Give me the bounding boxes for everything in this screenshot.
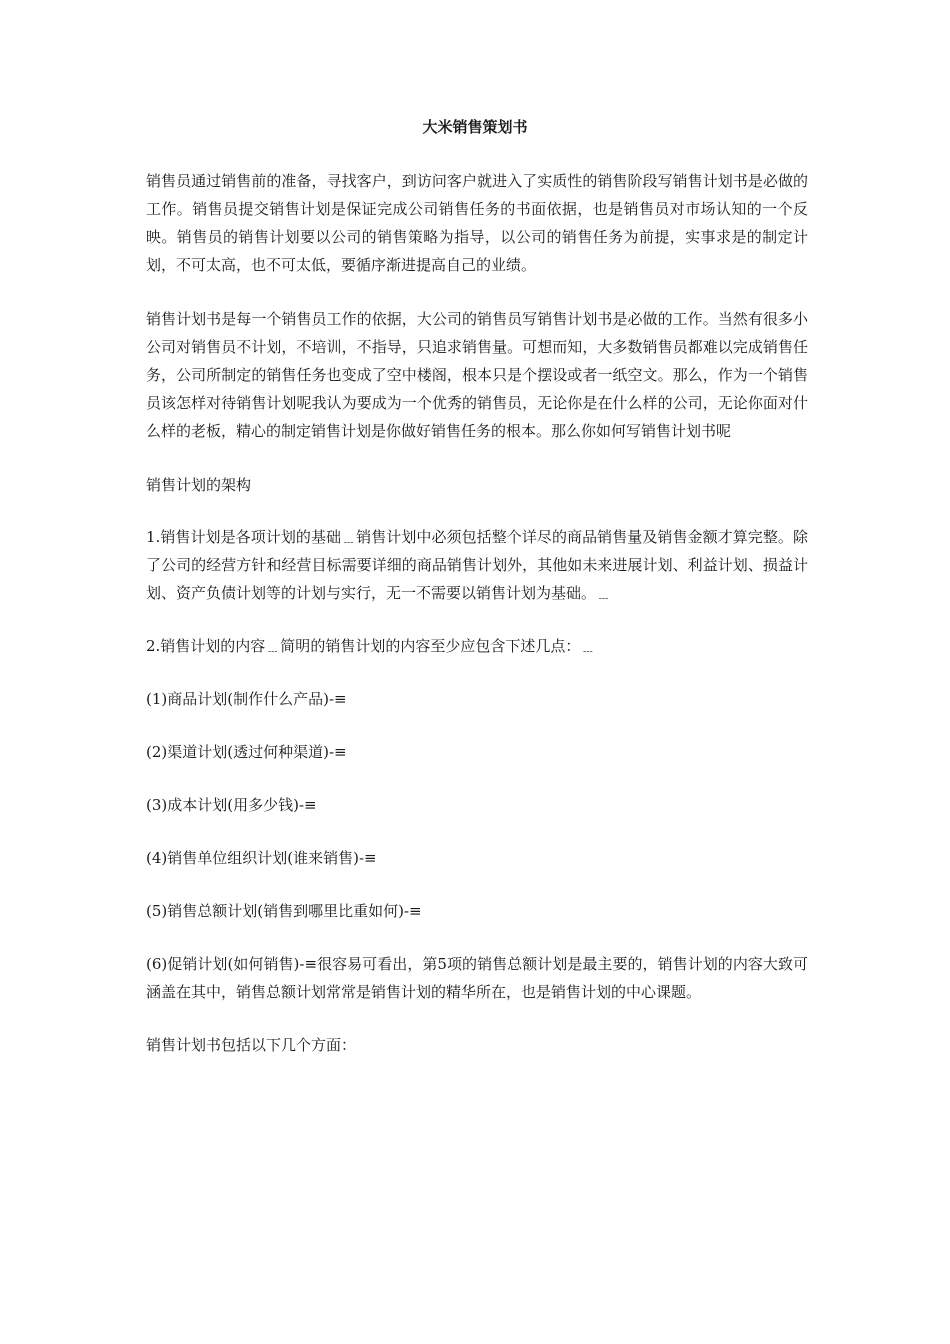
paragraph-item-1: 1.销售计划是各项计划的基础﹍销售计划中必须包括整个详尽的商品销售量及销售金额才算完整。除了公司的经营方针和经营目标需要详细的商品销售计划外，其他如未来进展计划、利益计划、损益计划、资产负债计划等的计划与实行，无一不需要以销售计划为基础。﹍ <box>146 528 808 602</box>
document-body <box>146 167 808 1059</box>
paragraph-intro: 销售员通过销售前的准备，寻找客户，到访问客户就进入了实质性的销售阶段写销售计划书是必做的工作。销售员提交销售计划是保证完成公司销售任务的书面依据，也是销售员对市场认知的一个反映。销售员的销售计划要以公司的销售策略为指导，以公司的销售任务为前提，实事求是的制定计划，不可太高，也不可太低，要循序渐进提高自己的业绩。 <box>146 172 808 274</box>
list-item-promotion-plan: (6)促销计划(如何销售)-≡很容易可看出，第5项的销售总额计划是最主要的，销售计划的内容大致可涵盖在其中，销售总额计划常常是销售计划的精华所在，也是销售计划的中心课题。 <box>146 955 808 1001</box>
paragraph-aspects: 销售计划书包括以下几个方面： <box>146 1036 357 1054</box>
list-item-org-plan: (4)销售单位组织计划(谁来销售)-≡ <box>146 849 377 867</box>
list-item-sales-total-plan: (5)销售总额计划(销售到哪里比重如何)-≡ <box>146 902 422 920</box>
list-item-product-plan: (1)商品计划(制作什么产品)-≡ <box>146 690 347 708</box>
paragraph-importance: 销售计划书是每一个销售员工作的依据，大公司的销售员写销售计划书是必做的工作。当然有很多小公司对销售员不计划，不培训，不指导，只追求销售量。可想而知，大多数销售员都难以完成销售任务，公司所制定的销售任务也变成了空中楼阁，根本只是个摆设或者一纸空文。那么，作为一个销售员该怎样对待销售计划呢我认为要成为一个优秀的销售员，无论你是在什么样的公司，无论你面对什么样的老板，精心的制定销售计划是你做好销售任务的根本。那么你如何写销售计划书呢 <box>146 310 808 440</box>
document-title: 大米销售策划书 <box>422 118 528 136</box>
paragraph-item-2: 2.销售计划的内容﹍简明的销售计划的内容至少应包含下述几点：﹍ <box>146 637 596 655</box>
list-item-cost-plan: (3)成本计划(用多少钱)-≡ <box>146 796 317 814</box>
list-item-channel-plan: (2)渠道计划(透过何种渠道)-≡ <box>146 743 347 761</box>
section-heading-structure: 销售计划的架构 <box>146 476 252 494</box>
